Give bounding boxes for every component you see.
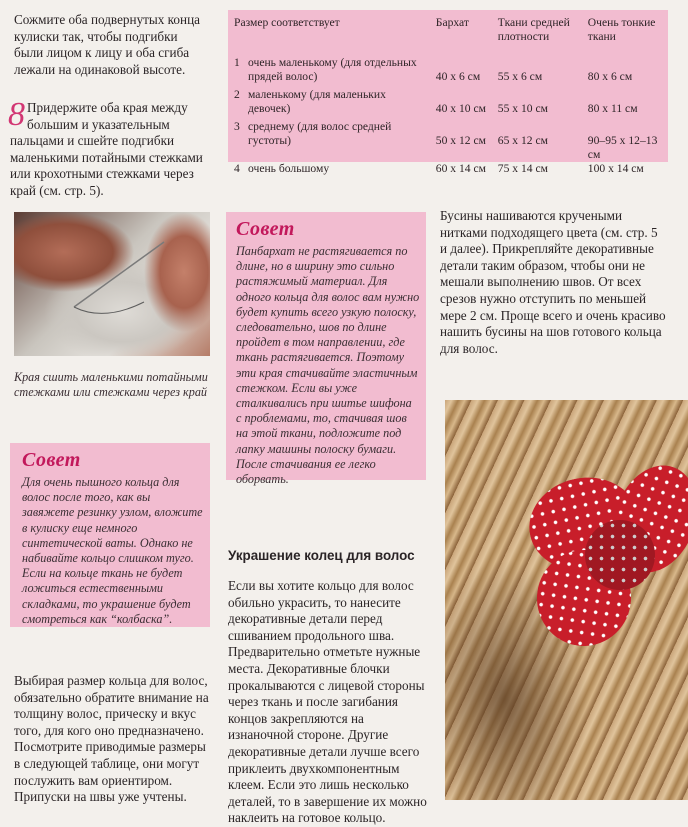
scrunchie-hair-photo: [445, 400, 688, 800]
row-medium: 55 x 6 см: [497, 70, 543, 83]
sewing-hands-photo: [14, 212, 210, 356]
table-row: [234, 162, 664, 178]
header-size: Размер соответствует: [234, 16, 340, 29]
table-row: [234, 84, 664, 116]
row-number: 3: [234, 120, 240, 133]
row-number: 2: [234, 88, 240, 101]
needle-thread-icon: [14, 212, 210, 356]
beads-text: Бусины нашиваются кручеными нитками подходящего цвета (см. стр. 5 и далее). Прикрепляйте декоративные детали таким образом, чтобы они не мешали выполнению швов. От всех срезов нужно отступить по меньшей мере 2 см. Проще всего и очень красиво нашить бусины на шов готового кольца для волос.: [440, 208, 666, 356]
size-advice-text: Выбирая размер кольца для волос, обязательно обратите внимание на толщину волос, прическу и вкус того, для кого оно предназначено. Посмотрите приводимые размеры в следующей таблице, они могут послужить вам ориентиром. Припуски на швы уже учтены.: [14, 673, 209, 805]
tip-title: Совет: [22, 449, 81, 471]
row-number: 4: [234, 162, 240, 175]
row-thin: 80 x 6 см: [587, 70, 633, 83]
row-thin: 80 x 11 см: [587, 102, 638, 115]
step-8-text: Придержите оба края между большим и указательным пальцами и сшейте подгибки маленькими потайными стежками или крохотными стежками через край (см. стр. 5).: [10, 100, 203, 198]
row-velvet: 40 x 6 см: [435, 70, 481, 83]
row-description: очень маленькому (для отдельных прядей волос): [248, 56, 417, 83]
size-table: [234, 16, 664, 178]
header-velvet: Бархат: [435, 16, 469, 29]
header-medium: Ткани средней плотности: [497, 16, 570, 43]
table-row: [234, 116, 664, 162]
row-description: очень большому: [248, 162, 330, 175]
row-velvet: 50 x 12 см: [435, 134, 486, 147]
size-table-header: [234, 16, 664, 50]
row-description: среднему (для волос средней густоты): [248, 120, 392, 147]
row-velvet: 40 x 10 см: [435, 102, 486, 115]
table-row: [234, 50, 664, 84]
header-thin: Очень тонкие ткани: [587, 16, 656, 43]
size-table-panel: [228, 10, 668, 175]
row-medium: 65 x 12 см: [497, 134, 548, 147]
row-thin: 100 x 14 см: [587, 162, 644, 175]
section-heading: Украшение колец для волос: [228, 548, 415, 563]
step-number: 8: [8, 96, 25, 133]
tip-text: Панбархат не растягивается по длине, но в ширину это сильно растяжимый материал. Для одного кольца для волос вам нужно будет купить всего узкую полоску, следовательно, шов по длине пройдет в том направлении, где ткань растягивается. Поэтому эти края стачивайте эластичным стежком. Если вы уже сталкивались при шитье шифона с проблемами, то, стачивая шов на этой ткани, подложите под лапку машины полоску бумаги. После стачивания ее легко оборвать.: [236, 244, 420, 487]
decoration-text: Если вы хотите кольцо для волос обильно украсить, то нанесите декоративные детали перед сшиванием продольного шва. Предварительно отметьте нужные места. Декоративные блочки прокалываются с лицевой стороны через ткань и после загибания концов закрепляются на изнаночной стороне. Другие декоративные детали лучше всего приклеить двухкомпонентным клеем. Если это лишь несколько деталей, то в завершение их можно наклеить на готовое кольцо.: [228, 578, 427, 826]
tip-box-middle: [226, 212, 426, 487]
tip-box-left: [10, 443, 210, 627]
tip-title: Совет: [236, 218, 295, 240]
row-number: 1: [234, 56, 240, 69]
photo-caption: Края сшить маленькими потайными стежками или стежками через край: [14, 370, 208, 400]
tip-text: Для очень пышного кольца для волос после того, как вы завяжете резинку узлом, вложите в кулиску еще немного синтетической ваты. Однако не набивайте кольцо слишком туго. Если на кольце ткань не будет ложиться естественными складками, то украшение будет смотреться как “колбаска”.: [22, 475, 203, 626]
step-8-block: [8, 96, 210, 200]
row-medium: 55 x 10 см: [497, 102, 548, 115]
intro-step-text: Сожмите оба подвернутых конца кулиски так, чтобы подгибки были лицом к лицу и оба сгиба лежали на одинаковой высоте.: [14, 12, 200, 77]
row-medium: 75 x 14 см: [497, 162, 548, 175]
row-thin: 90–95 x 12–13 см: [587, 134, 658, 161]
row-description: маленькому (для маленьких девочек): [248, 88, 386, 115]
row-velvet: 60 x 14 см: [435, 162, 486, 175]
scrunchie-fold: [585, 520, 655, 590]
